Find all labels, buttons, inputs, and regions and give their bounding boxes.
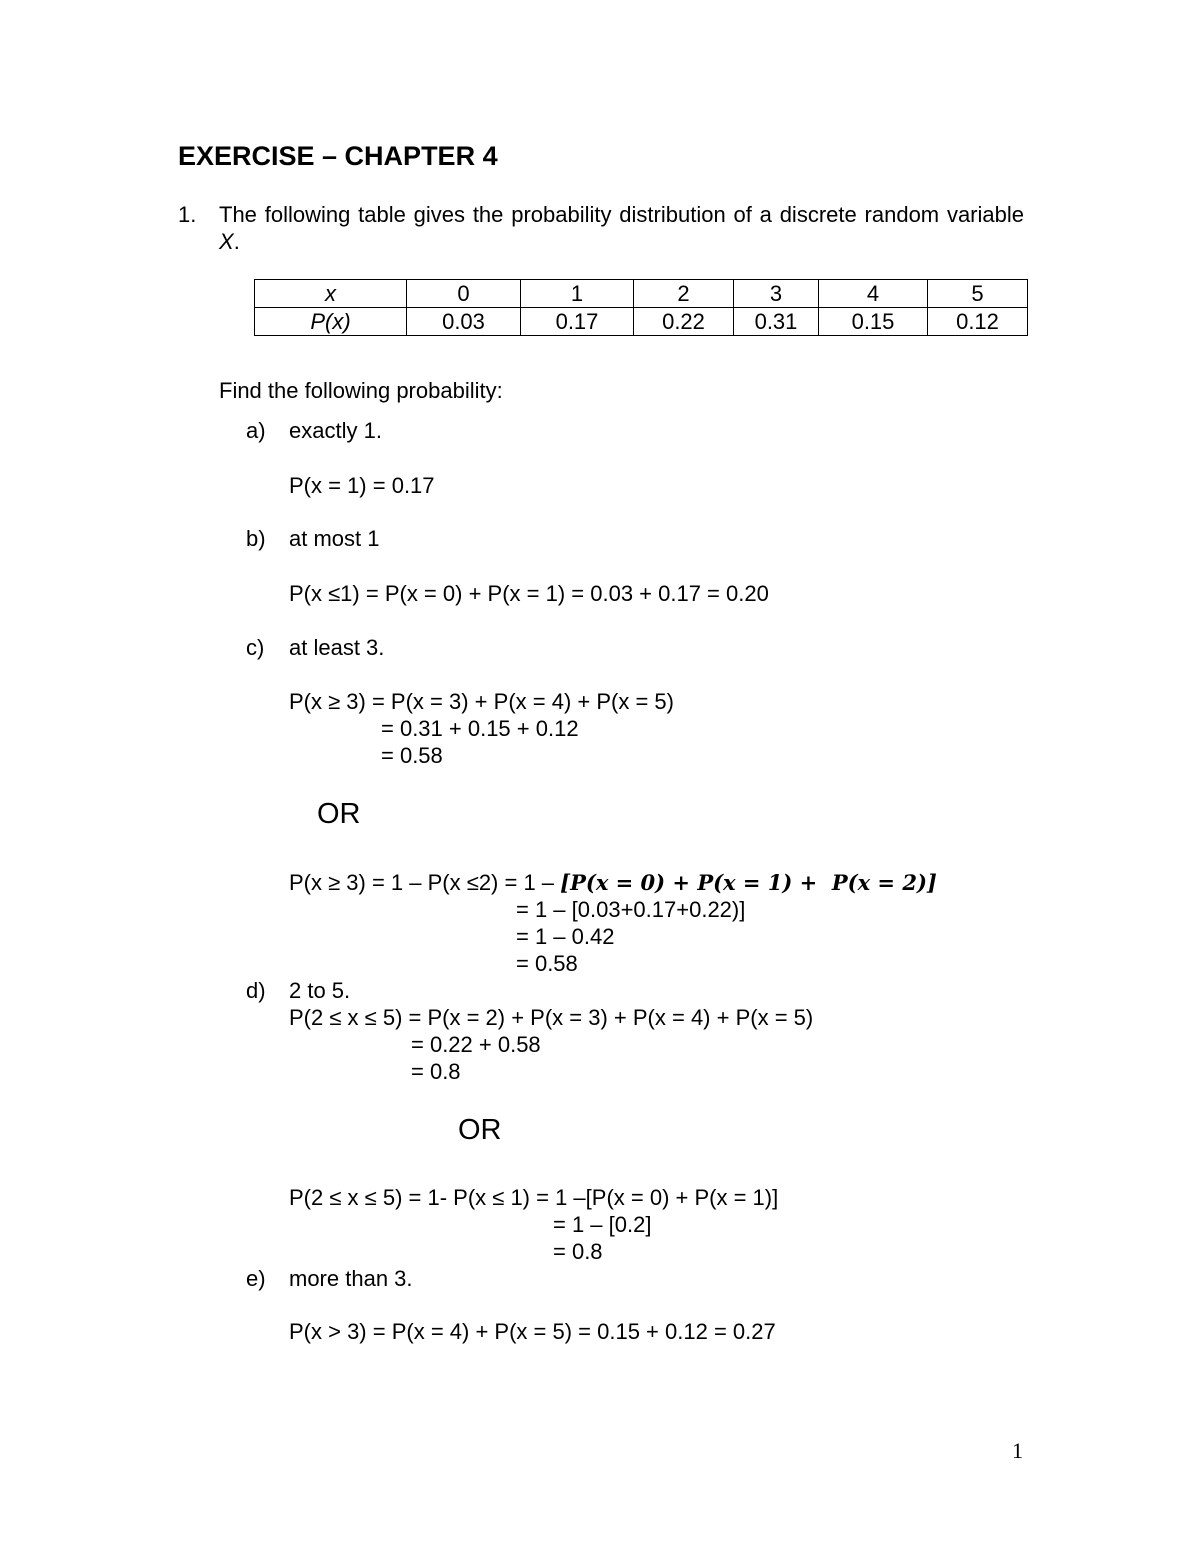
part-a-letter: a): [246, 418, 266, 443]
part-c-line3: = 0.58: [381, 743, 443, 768]
page-number: 1: [1012, 1438, 1023, 1463]
part-c-line2: = 0.31 + 0.15 + 0.12: [381, 716, 579, 741]
table-header-p: P(: [310, 308, 333, 334]
part-b-text: at most 1: [289, 526, 380, 551]
part-d-text: 2 to 5.: [289, 978, 351, 1003]
table-cell: 0.15: [819, 308, 928, 336]
question-number: 1.: [178, 202, 197, 227]
table-header-x: x: [255, 280, 407, 308]
part-c-alt-line1-math: [P(x = 0) + P(x = 1) + P(x = 2)]: [560, 870, 937, 895]
table-header-p-var: x: [332, 308, 344, 334]
part-a-text: exactly 1.: [289, 418, 382, 443]
part-c-letter: c): [246, 635, 265, 660]
part-d-or: OR: [458, 1114, 502, 1146]
part-b-answer: P(x ≤1) = P(x = 0) + P(x = 1) = 0.03 + 0.17 = 0.20: [289, 581, 769, 606]
part-a-answer: P(x = 1) = 0.17: [289, 473, 435, 498]
table-cell: 0.03: [407, 308, 521, 336]
part-c-alt-line4: = 0.58: [516, 951, 578, 976]
part-d-alt-line1: P(2 ≤ x ≤ 5) = 1- P(x ≤ 1) = 1 –[P(x = 0) + P(x = 1)]: [289, 1185, 779, 1210]
part-e-letter: e): [246, 1266, 266, 1291]
part-d-letter: d): [246, 978, 266, 1003]
part-c-alt-line2: = 1 – [0.03+0.17+0.22)]: [516, 897, 746, 922]
part-d-alt-line3: = 0.8: [553, 1239, 603, 1264]
table-row-x: [255, 280, 1028, 308]
part-e-answer: P(x > 3) = P(x = 4) + P(x = 5) = 0.15 + 0.12 = 0.27: [289, 1319, 776, 1344]
table-cell: 2: [634, 280, 734, 308]
part-c-alt-line3: = 1 – 0.42: [516, 924, 615, 949]
table-cell: 0.31: [734, 308, 819, 336]
probability-distribution-table: [254, 279, 1028, 336]
table-header-px: [255, 308, 407, 336]
part-d-line3: = 0.8: [411, 1059, 461, 1084]
table-header-p-close: ): [343, 308, 351, 334]
part-d-line1: P(2 ≤ x ≤ 5) = P(x = 2) + P(x = 3) + P(x = 4) + P(x = 5): [289, 1005, 814, 1030]
part-d-line2: = 0.22 + 0.58: [411, 1032, 541, 1057]
part-c-or: OR: [317, 798, 361, 830]
part-c-line1: P(x ≥ 3) = P(x = 3) + P(x = 4) + P(x = 5): [289, 689, 674, 714]
table-cell: 5: [928, 280, 1028, 308]
page-title: EXERCISE – CHAPTER 4: [178, 141, 498, 171]
part-c-alt-line1-text: P(x ≥ 3) = 1 – P(x ≤2) = 1 –: [289, 870, 561, 895]
table-cell: 3: [734, 280, 819, 308]
table-cell: 0.22: [634, 308, 734, 336]
table-cell: 0.17: [521, 308, 634, 336]
question-variable: X: [219, 229, 234, 254]
table-cell: 0: [407, 280, 521, 308]
table-cell: 1: [521, 280, 634, 308]
part-e-text: more than 3.: [289, 1266, 413, 1291]
table-cell: 0.12: [928, 308, 1028, 336]
part-c-alt-line1: [289, 869, 937, 896]
question-text: [219, 201, 1024, 255]
table-cell: 4: [819, 280, 928, 308]
find-label: Find the following probability:: [219, 378, 503, 403]
part-d-alt-line2: = 1 – [0.2]: [553, 1212, 652, 1237]
table-row-px: [255, 308, 1028, 336]
part-c-text: at least 3.: [289, 635, 385, 660]
question-text-end: .: [233, 229, 240, 254]
question-text-main: The following table gives the probability distribution of a discrete random variable: [219, 202, 1024, 227]
part-b-letter: b): [246, 526, 266, 551]
